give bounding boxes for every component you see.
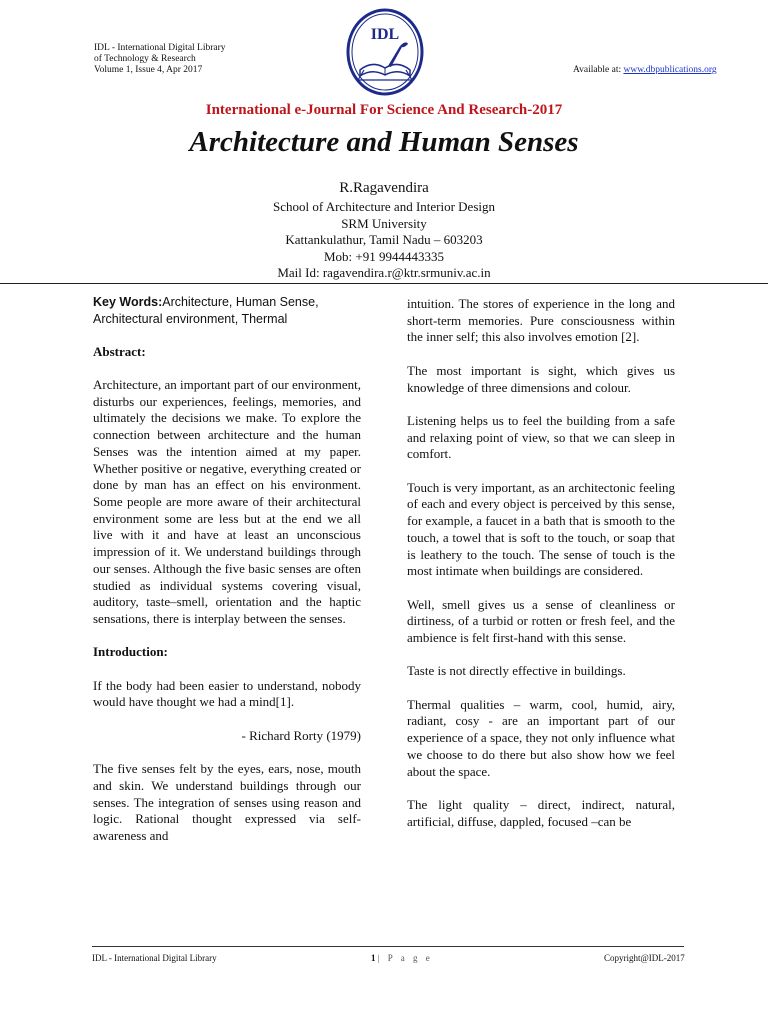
body-paragraph: Listening helps us to feel the building from a safe and relaxing point of view, so that we can sleep in comfort. [407, 412, 675, 462]
left-column [93, 294, 361, 861]
affiliation-line: Mob: +91 9944443335 [323, 248, 444, 264]
body-paragraph: The most important is sight, which gives us knowledge of three dimensions and colour. [407, 362, 675, 395]
body-paragraph: intuition. The stores of experience in the long and short-term memories. Pure consciousness within the inner self; this also involves emotion [2]. [407, 296, 675, 345]
affiliation-line: Mail Id: ragavendira.r@ktr.srmuniv.ac.in [277, 265, 491, 280]
author-name: R.Ragavendira [339, 180, 429, 196]
abstract-heading: Abstract: [93, 343, 146, 359]
introduction-paragraph: The five senses felt by the eyes, ears, nose, mouth and skin. We understand buildings through our senses. The integration of senses using reason and logic. Rational thought expressed via self-awareness and [93, 761, 361, 843]
quote-text: If the body had been easier to understand, nobody would have thought we had a mind[1]. [93, 677, 361, 710]
journal-name: International e-Journal For Science And Research-2017 [205, 102, 563, 118]
affiliation-line: School of Architecture and Interior Design [272, 199, 495, 214]
body-paragraph: Touch is very important, as an architectonic feeling of each and every object is perceived by this sense, for example, a faucet in a bath that is smooth to the touch, a towel that is soft to the touch, or soap that is leathery to the touch. The sense of touch is the most intimate when buildings are considered. [407, 479, 675, 579]
footer-copyright: Copyright@IDL-2017 [604, 953, 685, 963]
available-label: Available at: [573, 65, 624, 75]
body-paragraph: Thermal qualities – warm, cool, humid, airy, radiant, cosy - are an important part of our experience of a space, they not only influence what we choose to do there but also show how we feel about the space. [407, 696, 675, 779]
availability-line [573, 65, 717, 75]
body-paragraph: Taste is not directly effective in buildings. [407, 663, 626, 679]
keywords-text: Architecture, Human Sense, Architectural environment, Thermal [93, 295, 319, 326]
quote-attribution: - Richard Rorty (1979) [241, 727, 361, 743]
logo-text: IDL [370, 26, 400, 43]
body-paragraph: The light quality – direct, indirect, natural, artificial, diffuse, dappled, focused –can be [407, 796, 675, 829]
footer-library: IDL - International Digital Library [92, 953, 217, 963]
abstract-text: Architecture, an important part of our environment, disturbs our experiences, feelings, memories, and ultimately the decisions we make. To explore the connection between architecture and the human Senses was the intention aimed at my paper. Whether positive or negative, everything created or done by man has an effect on his environment. Some people are more aware of their architectural environment some are less but at the end we all live with it and have at least an unconscious impression of it. We understand buildings through our senses. Although the five basic senses are often studied as individual systems covering visual, auditory, taste–smell, orientation and the haptic sensations, there is interplay between the senses. [93, 377, 361, 626]
header-line: of Technology & Research [94, 54, 196, 64]
page-label: | P a g e [377, 953, 433, 963]
page-number: 1 [371, 953, 376, 963]
header-journal-info [94, 43, 226, 76]
header-line: Volume 1, Issue 4, Apr 2017 [94, 65, 203, 75]
paper-title: Architecture and Human Senses [189, 126, 579, 158]
author-affiliation [0, 199, 768, 282]
body-paragraph: Well, smell gives us a sense of cleanliness or dirtiness, of a turbid or rotten or fresh feel, and the ambience is felt first-hand with this sense. [407, 596, 675, 645]
keywords-label: Key Words: [93, 295, 163, 309]
header-divider [0, 283, 768, 284]
footer-divider [92, 946, 684, 947]
right-column [407, 296, 675, 847]
publisher-link[interactable]: www.dbpublications.org [623, 65, 717, 75]
idl-logo [346, 8, 424, 96]
header-line: IDL - International Digital Library [94, 43, 226, 53]
footer-page [371, 953, 433, 963]
keywords [93, 294, 361, 327]
affiliation-line: SRM University [341, 215, 427, 231]
affiliation-line: Kattankulathur, Tamil Nadu – 603203 [285, 232, 483, 247]
introduction-heading: Introduction: [93, 644, 168, 660]
